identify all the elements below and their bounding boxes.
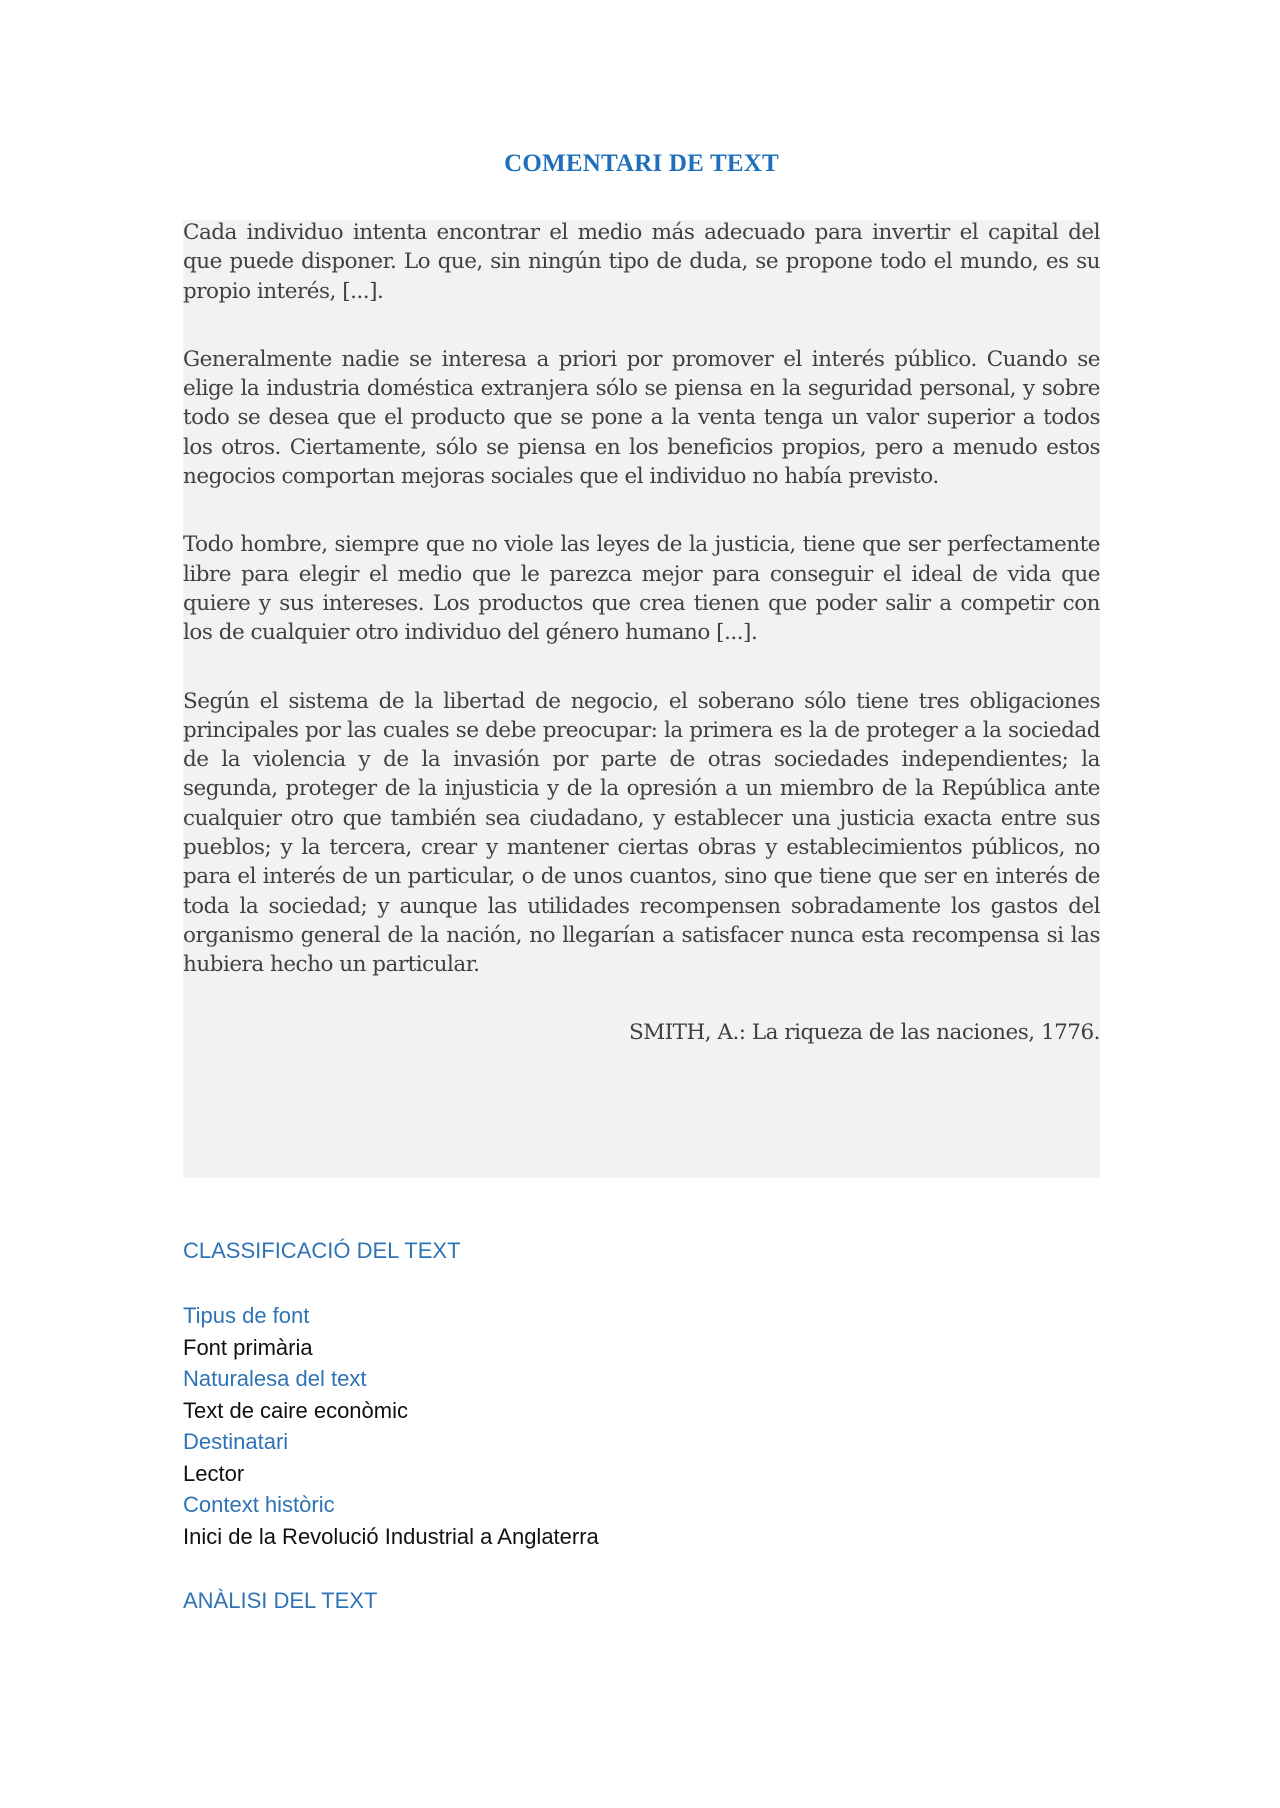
field-value-historical-context: Inici de la Revolució Industrial a Anglaterra xyxy=(183,1523,599,1549)
quote-paragraph-4: Según el sistema de la libertad de negocio, el soberano sólo tiene tres obligaciones principales por las cuales se debe preocupar: la primera es la de proteger a la sociedad de la violencia y de la invasión por parte de otras sociedades independientes; la segunda, proteger de la injusticia y de la opresión a un miembro de la República ante cualquier otro que también sea ciudadano, y establecer una justicia exacta entre sus pueblos; y la tercera, crear y mantener ciertas obras y establecimientos públicos, no para el interés de un particular, o de unos cuantos, sino que tiene que ser en interés de toda la sociedad; y aunque las utilidades recompensen sobradamente los gastos del organismo general de la nación, no llegarían a satisfacer nunca esta recompensa si las hubiera hecho un particular. xyxy=(183,688,1100,978)
field-value-source-type: Font primària xyxy=(183,1334,313,1360)
quote-paragraph-3: Todo hombre, siempre que no viole las leyes de la justicia, tiene que ser perfectamente libre para elegir el medio que le parezca mejor para conseguir el ideal de vida que quiere y sus intereses. Los productos que crea tienen que poder salir a competir con los de cualquier otro individuo del género humano [...]. xyxy=(183,532,1100,646)
field-label-recipient: Destinatari xyxy=(183,1429,289,1454)
classification-heading: CLASSIFICACIÓ DEL TEXT xyxy=(183,1238,461,1263)
classification-fields xyxy=(183,1300,1100,1552)
field-label-source-type: Tipus de font xyxy=(183,1303,310,1328)
quote-citation: SMITH, A.: La riqueza de las naciones, 1776. xyxy=(628,1019,1100,1045)
field-value-recipient: Lector xyxy=(183,1460,245,1486)
classification-section xyxy=(183,1235,1100,1267)
quote-paragraph-1: Cada individuo intenta encontrar el medio más adecuado para invertir el capital del que puede disponer. Lo que, sin ningún tipo de duda, se propone todo el mundo, es su propio interés, [...]. xyxy=(183,220,1100,304)
quote-paragraph-2: Generalmente nadie se interesa a priori por promover el interés público. Cuando se elige la industria doméstica extranjera sólo se piensa en la seguridad personal, y sobre todo se desea que el producto que se pone a la venta tenga un valor superior a todos los otros. Ciertamente, sólo se piensa en los beneficios propios, pero a menudo estos negocios comportan mejoras sociales que el individuo no había previsto. xyxy=(183,346,1100,490)
field-value-text-nature: Text de caire econòmic xyxy=(183,1397,408,1423)
field-label-historical-context: Context històric xyxy=(183,1492,335,1517)
quoted-text-block xyxy=(183,218,1100,1047)
document-title: COMENTARI DE TEXT xyxy=(504,150,779,177)
analysis-heading: ANÀLISI DEL TEXT xyxy=(183,1588,378,1613)
field-label-text-nature: Naturalesa del text xyxy=(183,1366,367,1391)
analysis-section xyxy=(183,1585,1100,1617)
